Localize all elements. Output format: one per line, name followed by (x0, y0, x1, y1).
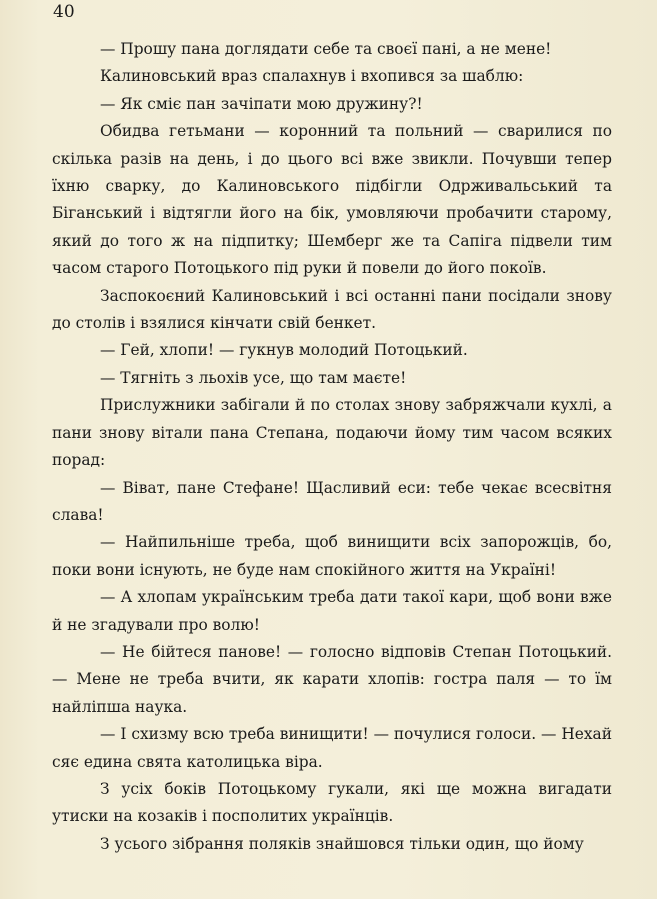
page-number: 40 (53, 2, 75, 22)
paragraph: Прислужники забігали й по столах знову забряжчали кухлі, а пани знову вітали пана Степана, подаючи йому тим часом всяких порад: (52, 396, 612, 470)
paragraph: Калиновський враз спалахнув і вхопився за шаблю: (100, 67, 524, 86)
paragraph: Обидва гетьмани — коронний та польний — сварилися по скілька разів на день, і до цього всі вже звикли. Почувши тепер їхню сварку, до Калиновського підбігли Одрживальський та Біганський і відтягли його на бік, умовляючи пробачити старому, який до того ж на підпитку; Шемберг же та Сапіга підвели тим часом старого Потоцького під руки й повели до його покоїв. (52, 122, 612, 278)
paragraph: — Як сміє пан зачіпати мою дружину?! (100, 94, 423, 113)
paragraph: З усіх боків Потоцькому гукали, які ще можна вигадати утиски на козаків і посполитих українців. (52, 779, 612, 826)
paragraph: — І схизму всю треба винищити! — почулися голоси. — Нехай сяє едина свята католицька віра. (52, 725, 612, 771)
paragraph: З усього зібрання поляків знайшовся тільки один, що йому (100, 834, 584, 853)
paragraph: — Не бійтеся панове! — голосно відповів Степан Потоцький. — Мене не треба вчити, як карати хлопів: гостра паля — то їм найліпша наука. (52, 642, 612, 716)
paragraph: — Прошу пана доглядати себе та своєї пані, а не мене! (100, 40, 552, 58)
page-body-text (52, 36, 612, 858)
paragraph: — А хлопам українським треба дати такої кари, щоб вони вже й не згадували про волю! (52, 588, 612, 634)
paragraph: — Найпильніше треба, щоб винищити всіх запорожців, бо, поки вони існують, не буде нам спокійного життя на Україні! (52, 533, 612, 579)
paragraph: — Гей, хлопи! — гукнув молодий Потоцький. (100, 341, 468, 360)
paragraph: — Тягніть з льохів усе, що там маєте! (100, 368, 407, 387)
paragraph: Заспокоєний Калиновський і всі останні пани посідали знову до столів і взялися кінчати свій бенкет. (52, 286, 612, 333)
paragraph: — Віват, пане Стефане! Щасливий еси: тебе чекає всесвітня слава! (52, 478, 612, 524)
